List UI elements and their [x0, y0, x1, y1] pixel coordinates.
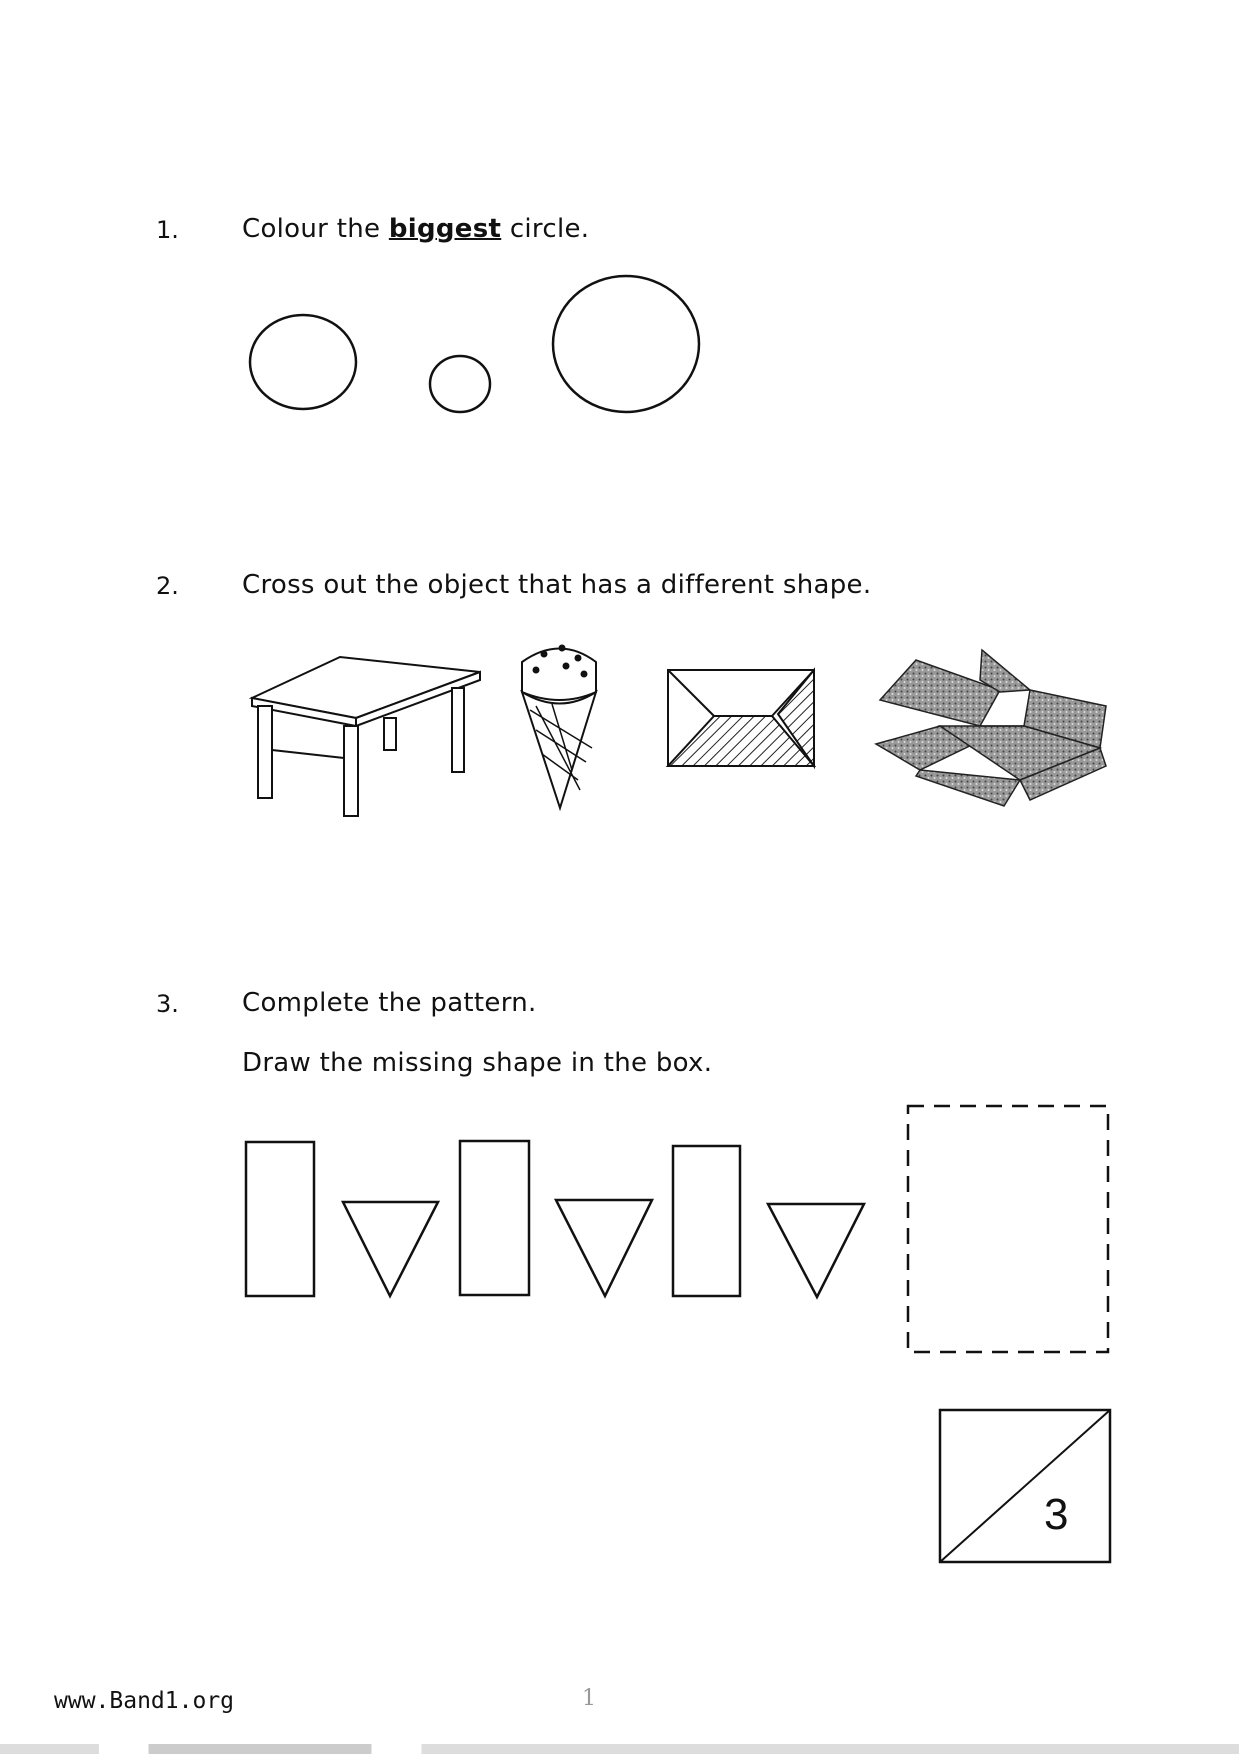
score-box: [940, 1410, 1110, 1562]
pattern-rectangle: [673, 1146, 740, 1296]
question-1-text-after: circle.: [501, 214, 590, 244]
pattern-rectangle: [460, 1141, 529, 1295]
question-3-number: 3.: [156, 990, 179, 1018]
page-number: 1: [582, 1686, 596, 1711]
pattern-triangle: [343, 1202, 438, 1296]
pattern-triangle: [768, 1204, 864, 1297]
question-2-text: Cross out the object that has a different shape.: [242, 570, 872, 600]
scan-edge: [0, 1744, 1239, 1754]
question-1-emphasis: biggest: [388, 214, 502, 244]
question-2-number: 2.: [156, 572, 179, 600]
question-1-number: 1.: [156, 216, 179, 244]
question-3-text: Complete the pattern.: [242, 988, 537, 1018]
question-3-instruction: Draw the missing shape in the box.: [242, 1048, 713, 1078]
footer-url: www.Band1.org: [54, 1688, 235, 1714]
pattern-rectangle: [246, 1142, 314, 1296]
answer-box[interactable]: [908, 1106, 1108, 1352]
score-value: 3: [1044, 1490, 1069, 1539]
question-1-text-before: Colour the: [242, 214, 389, 244]
pattern-triangle: [556, 1200, 652, 1296]
